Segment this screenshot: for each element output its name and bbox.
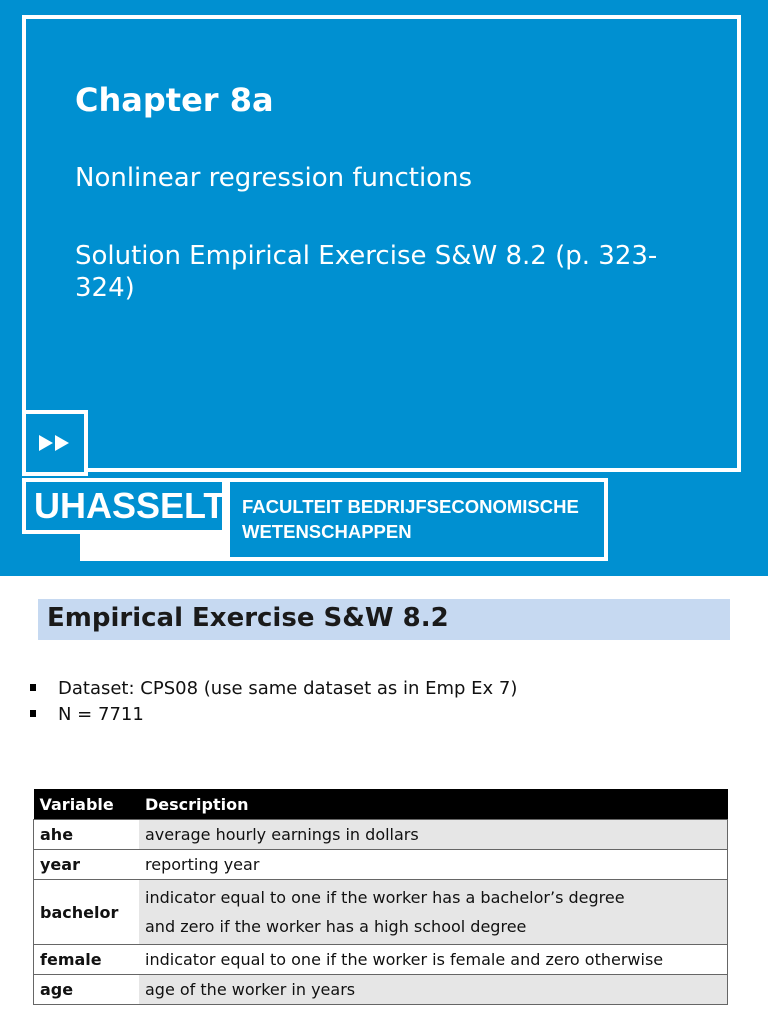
variable-name: year [34, 850, 140, 880]
variable-name: age [34, 975, 140, 1005]
exercise-line-1: Solution Empirical Exercise S&W 8.2 (p. 323- [75, 241, 658, 271]
variable-description [139, 850, 728, 880]
bullet-list [30, 676, 517, 728]
table-row [34, 880, 728, 945]
slide-title: Chapter 8a [75, 81, 274, 119]
bullet-text: Dataset: CPS08 (use same dataset as in Emp Ex 7) [58, 678, 518, 699]
title-frame [22, 15, 741, 472]
slide-subtitle: Nonlinear regression functions [75, 163, 473, 193]
exercise-reference [75, 240, 705, 304]
content-title: Empirical Exercise S&W 8.2 [47, 603, 449, 633]
exercise-line-2: 324) [75, 273, 135, 303]
description-line: reporting year [145, 855, 260, 874]
description-line: average hourly earnings in dollars [145, 825, 419, 844]
variable-description [139, 880, 728, 945]
variable-description [139, 820, 728, 850]
table-header-row [34, 789, 728, 820]
faculty-line-1: FACULTEIT BEDRIJFSECONOMISCHE [242, 496, 579, 517]
description-line: and zero if the worker has a high school degree [145, 917, 527, 936]
faculty-name [226, 478, 608, 561]
variable-description [139, 975, 728, 1005]
list-item [30, 676, 517, 702]
description-line: indicator equal to one if the worker is female and zero otherwise [145, 950, 664, 969]
header-variable: Variable [34, 789, 140, 820]
description-line: age of the worker in years [145, 980, 356, 999]
variable-name: bachelor [34, 880, 140, 945]
table-row [34, 945, 728, 975]
variable-description [139, 945, 728, 975]
table-row [34, 975, 728, 1005]
double-chevron-right-icon [22, 410, 88, 476]
table-row [34, 820, 728, 850]
bullet-text: N = 7711 [58, 704, 144, 725]
variables-table [33, 789, 728, 1005]
header-description: Description [139, 789, 728, 820]
description-line: indicator equal to one if the worker has a bachelor’s degree [145, 888, 625, 907]
logo-accent-strip [80, 533, 230, 561]
faculty-line-2: WETENSCHAPPEN [242, 521, 412, 542]
table-row [34, 850, 728, 880]
variable-name: ahe [34, 820, 140, 850]
content-title-bar [38, 599, 730, 640]
list-item [30, 702, 517, 728]
uhasselt-logo: UHASSELT [22, 478, 226, 534]
variable-name: female [34, 945, 140, 975]
bullet-icon [30, 684, 36, 691]
bullet-icon [30, 710, 36, 717]
